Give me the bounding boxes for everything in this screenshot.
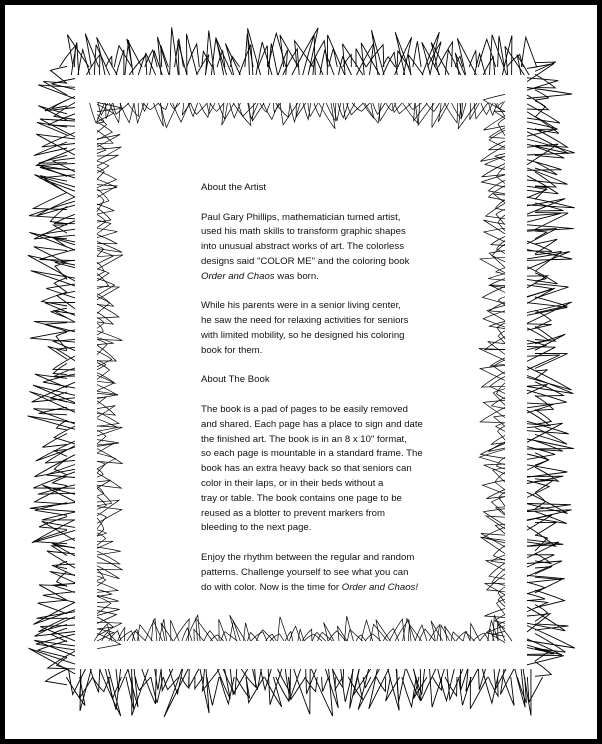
text-line: patterns. Challenge yourself to see what you can (201, 566, 409, 578)
border-spike (52, 100, 67, 109)
border-spike-inner (376, 620, 391, 641)
border-spike-inner (186, 615, 200, 641)
border-spike (33, 193, 67, 210)
border-spike (358, 669, 379, 710)
border-spike (161, 45, 169, 67)
border-spike-inner (210, 103, 224, 111)
border-spike-inner (496, 209, 505, 224)
border-spike-inner (97, 122, 112, 140)
heading-text: About The Book (201, 374, 270, 386)
border-spike-inner (244, 623, 251, 641)
border-spike-inner (482, 372, 505, 387)
border-spike (527, 213, 561, 222)
border-spike (335, 677, 343, 690)
border-spike (29, 201, 75, 219)
border-spike (40, 176, 67, 193)
border-spike-inner (278, 617, 289, 641)
border-spike (523, 669, 531, 716)
border-spike-inner (97, 373, 115, 384)
text-line: designs said "COLOR ME" and the coloring book (201, 255, 410, 267)
text-line: tray or table. The book contains one page to be (201, 492, 402, 504)
border-spike (535, 74, 555, 88)
text-line: with limited mobility, so he designed his coloring (201, 329, 405, 341)
border-spike-inner (438, 103, 449, 122)
border-spike-inner (97, 167, 104, 179)
border-spike-inner (429, 625, 440, 641)
border-spike (535, 370, 548, 379)
border-spike (521, 37, 536, 67)
about-artist-heading (201, 181, 451, 196)
border-spike (187, 44, 200, 67)
border-spike-inner (493, 468, 505, 482)
about-book-heading (201, 373, 451, 388)
border-spike-inner (97, 147, 121, 161)
book-paragraph-1 (201, 403, 451, 536)
border-spike-inner (489, 186, 506, 201)
border-spike (498, 36, 505, 67)
border-spike (37, 197, 75, 216)
border-spike (535, 90, 548, 100)
border-spike (383, 52, 397, 75)
border-spike-inner (97, 430, 106, 444)
border-spike (42, 512, 75, 520)
border-spike-inner (128, 103, 139, 116)
border-spike (527, 160, 562, 171)
border-spike (158, 37, 170, 75)
border-spike (527, 197, 575, 208)
border-spike-inner (138, 625, 153, 641)
border-spike (32, 520, 75, 543)
border-spike-inner (490, 285, 505, 293)
text-line: the finished art. The book is in an 8 x 10" format, (201, 433, 407, 445)
border-spike-inner (492, 244, 505, 262)
border-spike (535, 252, 562, 272)
border-spike (535, 567, 552, 575)
border-spike-inner (496, 200, 506, 210)
border-spike-inner (333, 103, 340, 121)
border-spike (28, 416, 76, 429)
border-spike-inner (493, 546, 505, 561)
border-spike-inner (474, 103, 488, 119)
border-spike-inner (97, 426, 122, 436)
border-spike (469, 51, 476, 67)
border-spike (241, 669, 256, 687)
text-line: color in their laps, or in their beds without a (201, 477, 384, 489)
border-spike-inner (97, 339, 107, 354)
border-spike-inner (445, 626, 456, 641)
border-spike-inner (415, 625, 427, 641)
text-line: he saw the need for relaxing activities for seniors (201, 315, 409, 327)
border-spike (402, 677, 416, 707)
border-spike (36, 612, 75, 619)
border-spike-inner (479, 349, 505, 361)
border-spike (535, 662, 551, 677)
border-spike-inner (484, 464, 505, 474)
border-spike (527, 403, 553, 413)
border-spike (126, 677, 134, 709)
border-spike (527, 225, 574, 231)
border-spike (29, 648, 76, 674)
border-spike (503, 677, 514, 706)
border-spike-inner (97, 228, 117, 237)
border-spike-inner (97, 337, 113, 344)
border-spike (527, 655, 564, 665)
border-spike-inner (270, 634, 284, 641)
border-spike (38, 600, 67, 614)
text-line: book for them. (201, 344, 263, 356)
border-spike-inner (487, 305, 505, 320)
border-spike-inner (479, 449, 505, 464)
border-spike-inner (483, 287, 506, 304)
border-spike (527, 267, 558, 284)
border-spike (217, 669, 230, 699)
border-spike-inner (356, 635, 366, 641)
border-spike (535, 172, 556, 187)
border-spike (527, 410, 550, 425)
border-spike-inner (480, 629, 494, 641)
border-spike (527, 677, 542, 702)
border-spike (356, 49, 366, 67)
border-spike (164, 669, 188, 717)
border-spike-inner (154, 103, 164, 126)
border-spike (527, 355, 560, 370)
text-block (201, 181, 451, 610)
text-line: Enjoy the rhythm between the regular and random (201, 551, 415, 563)
border-spike-inner (432, 103, 446, 128)
border-spike-inner (97, 331, 122, 341)
border-spike-inner (489, 128, 505, 138)
border-spike (195, 677, 203, 689)
border-spike (535, 396, 553, 411)
border-spike-inner (97, 461, 105, 473)
border-spike (33, 409, 75, 424)
border-spike-inner (492, 496, 506, 513)
border-spike (322, 677, 329, 692)
border-spike-inner (97, 204, 114, 214)
border-spike (527, 465, 567, 477)
border-spike (28, 255, 75, 281)
border-spike-inner (97, 134, 120, 147)
border-spike-inner (363, 103, 374, 118)
border-spike-inner (489, 251, 505, 268)
text-line: bleeding to the next page. (201, 522, 312, 534)
border-spike-inner (484, 228, 505, 242)
text-line: into unusual abstract works of art. The colorless (201, 241, 404, 253)
text-fragment: was born. (274, 270, 319, 282)
border-spike (527, 561, 562, 577)
border-spike (181, 677, 189, 688)
border-spike-inner (444, 103, 457, 123)
border-spike (527, 542, 559, 558)
border-spike-inner (494, 360, 505, 374)
border-spike-inner (497, 457, 506, 469)
text-line: While his parents were in a senior living center, (201, 300, 401, 312)
book-title: Order and Chaos! (341, 581, 419, 593)
border-spike (42, 521, 75, 540)
border-spike-inner (343, 103, 355, 120)
border-spike (46, 669, 68, 685)
border-spike-inner (222, 103, 234, 125)
border-spike (33, 602, 75, 624)
border-spike-inner (97, 541, 113, 548)
border-spike-inner (97, 582, 118, 593)
border-spike-inner (173, 103, 190, 122)
border-spike-inner (97, 351, 112, 367)
border-spike (200, 669, 209, 713)
text-fragment: do with color. Now is the time for (201, 581, 342, 593)
border-spike-inner (97, 569, 104, 580)
border-spike (478, 39, 495, 67)
border-spike (327, 35, 344, 75)
text-line: reused as a blotter to prevent markers from (201, 507, 385, 519)
border-spike-inner (97, 130, 113, 143)
border-spike (535, 577, 561, 593)
border-spike-inner (251, 632, 267, 641)
border-spike (527, 168, 568, 184)
border-spike (105, 669, 120, 710)
text-line: book has an extra heavy back so that seniors can (201, 463, 412, 475)
border-spike (388, 669, 399, 710)
border-spike-inner (194, 629, 204, 641)
border-spike-inner (488, 342, 505, 355)
border-spike (106, 57, 112, 67)
border-spike (34, 322, 75, 332)
text-line (201, 581, 451, 596)
border-spike-inner (490, 358, 505, 366)
text-line (201, 270, 451, 285)
border-spike (311, 669, 332, 716)
border-spike (66, 677, 85, 706)
border-spike (535, 590, 564, 608)
border-spike-inner (97, 345, 116, 361)
coloring-page (5, 5, 597, 739)
border-spike (527, 390, 567, 408)
border-spike-inner (97, 547, 121, 555)
border-spike (39, 407, 67, 415)
border-spike-inner (481, 444, 506, 459)
border-spike-inner (491, 555, 505, 563)
border-spike (535, 441, 563, 451)
border-spike (326, 669, 339, 708)
border-spike (207, 677, 219, 705)
border-spike-inner (481, 103, 493, 115)
border-spike (527, 328, 549, 344)
border-spike-inner (383, 629, 399, 642)
book-paragraph-2 (201, 551, 451, 595)
border-spike (46, 284, 75, 298)
heading-text: About the Artist (201, 182, 267, 193)
border-spike (40, 119, 75, 137)
border-spike-inner (97, 363, 110, 380)
border-spike (142, 669, 156, 704)
border-spike (535, 522, 556, 535)
border-spike-inner (145, 619, 157, 642)
border-spike (265, 677, 282, 707)
border-spike-inner (498, 297, 505, 305)
border-spike (38, 85, 75, 99)
border-spike (253, 669, 262, 690)
border-spike (53, 158, 75, 172)
border-spike-inner (496, 507, 505, 515)
border-spike (37, 122, 67, 135)
border-spike (31, 271, 75, 286)
border-spike (248, 28, 261, 75)
border-spike-inner (97, 323, 103, 335)
border-spike-inner (486, 203, 505, 218)
border-spike (343, 44, 363, 75)
border-spike (535, 239, 557, 254)
border-spike (535, 162, 557, 175)
border-spike (430, 669, 445, 707)
border-spike-inner (171, 620, 180, 641)
border-spike (527, 88, 572, 99)
artist-paragraph-2 (201, 299, 451, 358)
text-line: The book is a pad of pages to be easily removed (201, 403, 408, 415)
border-spike-inner (489, 141, 505, 150)
border-spike-inner (97, 589, 112, 596)
border-spike (527, 593, 545, 600)
text-line: and shared. Each page has a place to sign and date (201, 418, 423, 430)
border-spike-inner (97, 286, 119, 299)
border-spike-inner (97, 155, 119, 166)
border-spike-inner (97, 453, 115, 469)
border-spike-inner (97, 443, 114, 453)
border-spike-inner (97, 507, 122, 524)
border-spike-inner (120, 103, 134, 123)
border-spike-inner (463, 632, 474, 641)
border-spike-inner (158, 103, 168, 109)
border-spike-inner (486, 516, 505, 529)
border-spike (46, 465, 75, 478)
text-line: so each page is mountable in a standard frame. The (201, 448, 423, 460)
text-line: Paul Gary Phillips, mathematician turned artist, (201, 211, 401, 223)
border-spike-inner (498, 622, 512, 641)
border-spike-inner (161, 623, 173, 641)
border-spike (372, 30, 385, 75)
border-spike (37, 165, 67, 177)
border-spike (527, 626, 575, 649)
border-spike-inner (480, 257, 505, 273)
artist-paragraph-1 (201, 211, 451, 285)
border-spike (236, 677, 250, 698)
border-spike-inner (345, 616, 354, 641)
border-spike (517, 677, 526, 703)
border-spike-inner (97, 279, 115, 296)
border-spike-inner (484, 116, 506, 130)
border-spike-inner (499, 492, 505, 506)
border-spike (285, 669, 300, 699)
border-spike-inner (97, 208, 111, 222)
border-spike-inner (97, 440, 119, 447)
border-spike (69, 669, 86, 695)
book-title: Order and Chaos (201, 270, 275, 282)
border-spike (216, 37, 233, 75)
border-spike (40, 175, 75, 191)
border-spike (35, 503, 67, 516)
border-spike (535, 480, 554, 493)
border-spike-inner (97, 294, 114, 307)
border-spike (527, 639, 562, 655)
border-spike-inner (97, 220, 111, 233)
border-spike (527, 104, 560, 123)
border-spike (50, 571, 75, 583)
text-line: used his math skills to transform graphic shapes (201, 226, 406, 238)
border-spike-inner (296, 103, 306, 117)
border-spike (225, 44, 240, 76)
